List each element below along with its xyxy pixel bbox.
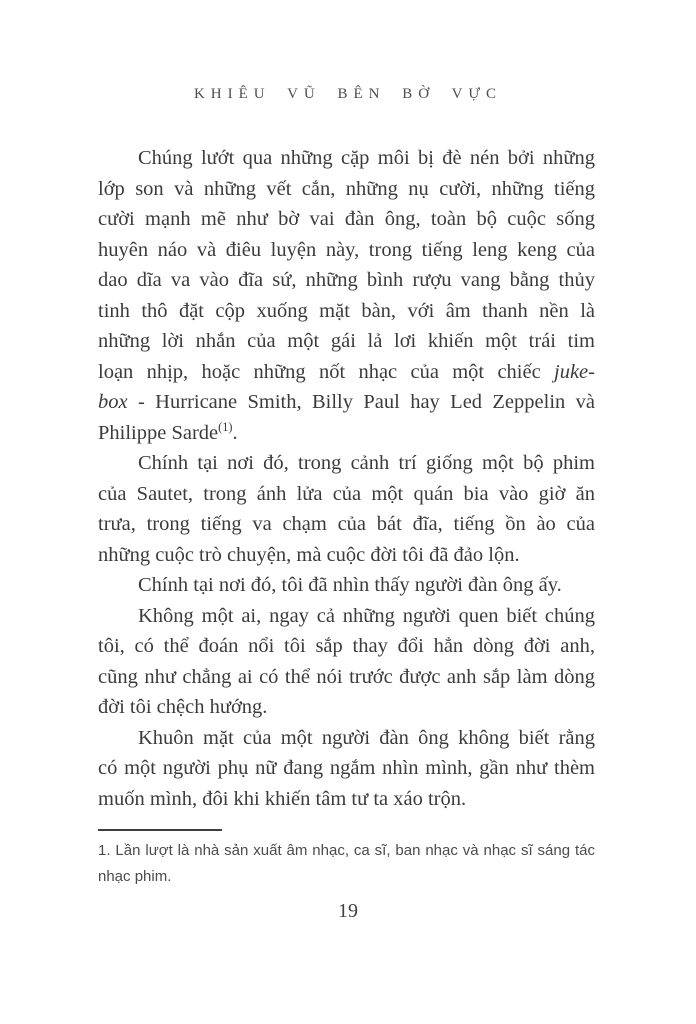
text-line: có một người phụ nữ đang ngắm nhìn mình, gần như thèm	[98, 757, 595, 779]
footnote-rule	[98, 829, 222, 831]
text-line: 1. Lần lượt là nhà sản xuất âm nhạc, ca sĩ, ban nhạc và nhạc sĩ sáng tác	[98, 842, 595, 859]
body-text	[98, 143, 595, 814]
text-line: cười mạnh mẽ như bờ vai đàn ông, toàn bộ cuộc sống	[98, 208, 595, 230]
page-number: 19	[338, 900, 358, 922]
text-line: nhạc phim.	[98, 868, 172, 885]
text-line: loạn nhịp, hoặc những nốt nhạc của một chiếc juke-	[98, 360, 595, 383]
text-line: Không một ai, ngay cả những người quen biết chúng	[138, 604, 595, 627]
text-line: Chúng lướt qua những cặp môi bị đè nén bởi những	[138, 147, 595, 169]
running-head: KHIÊU VŨ BÊN BỜ VỰC	[193, 86, 503, 102]
footnote-text	[98, 838, 595, 890]
text-line: tinh thô đặt cộp xuống mặt bàn, với âm thanh nền là	[98, 299, 595, 322]
text-line: những cuộc trò chuyện, mà cuộc đời tôi đã đảo lộn.	[98, 543, 520, 566]
text-line: của Sautet, trong ánh lửa của một quán bia vào giờ ăn	[98, 482, 595, 505]
text-line: Philippe Sarde$^{(1)}$.	[98, 419, 238, 444]
text-line: dao dĩa va vào đĩa sứ, những bình rượu vang bằng thủy	[98, 269, 595, 291]
text-line: muốn mình, đôi khi khiến tâm tư ta xáo trộn.	[98, 787, 467, 810]
text-line: huyên náo và điêu luyện này, trong tiếng leng keng của	[98, 238, 595, 261]
text-line: Khuôn mặt của một người đàn ông không biết rằng	[138, 726, 595, 749]
text-line: box - Hurricane Smith, Billy Paul hay Led Zeppelin và	[98, 391, 595, 413]
text-line: những lời nhắn của một gái lả lơi khiến một trái tim	[98, 330, 595, 352]
text-line: đời tôi chệch hướng.	[98, 696, 268, 718]
text-line: cũng như chẳng ai có thể nói trước được anh sắp làm dòng	[98, 665, 595, 688]
text-line: Chính tại nơi đó, tôi đã nhìn thấy người đàn ông ấy.	[138, 574, 562, 596]
text-line: trưa, trong tiếng va chạm của bát đĩa, tiếng ồn ào của	[98, 513, 595, 535]
text-line: Chính tại nơi đó, trong cảnh trí giống một bộ phim	[138, 452, 595, 474]
text-line: tôi, có thể đoán nổi tôi sắp thay đổi hẳn dòng đời anh,	[98, 635, 595, 657]
text-line: lớp son và những vết cắn, những nụ cười, những tiếng	[98, 177, 595, 200]
